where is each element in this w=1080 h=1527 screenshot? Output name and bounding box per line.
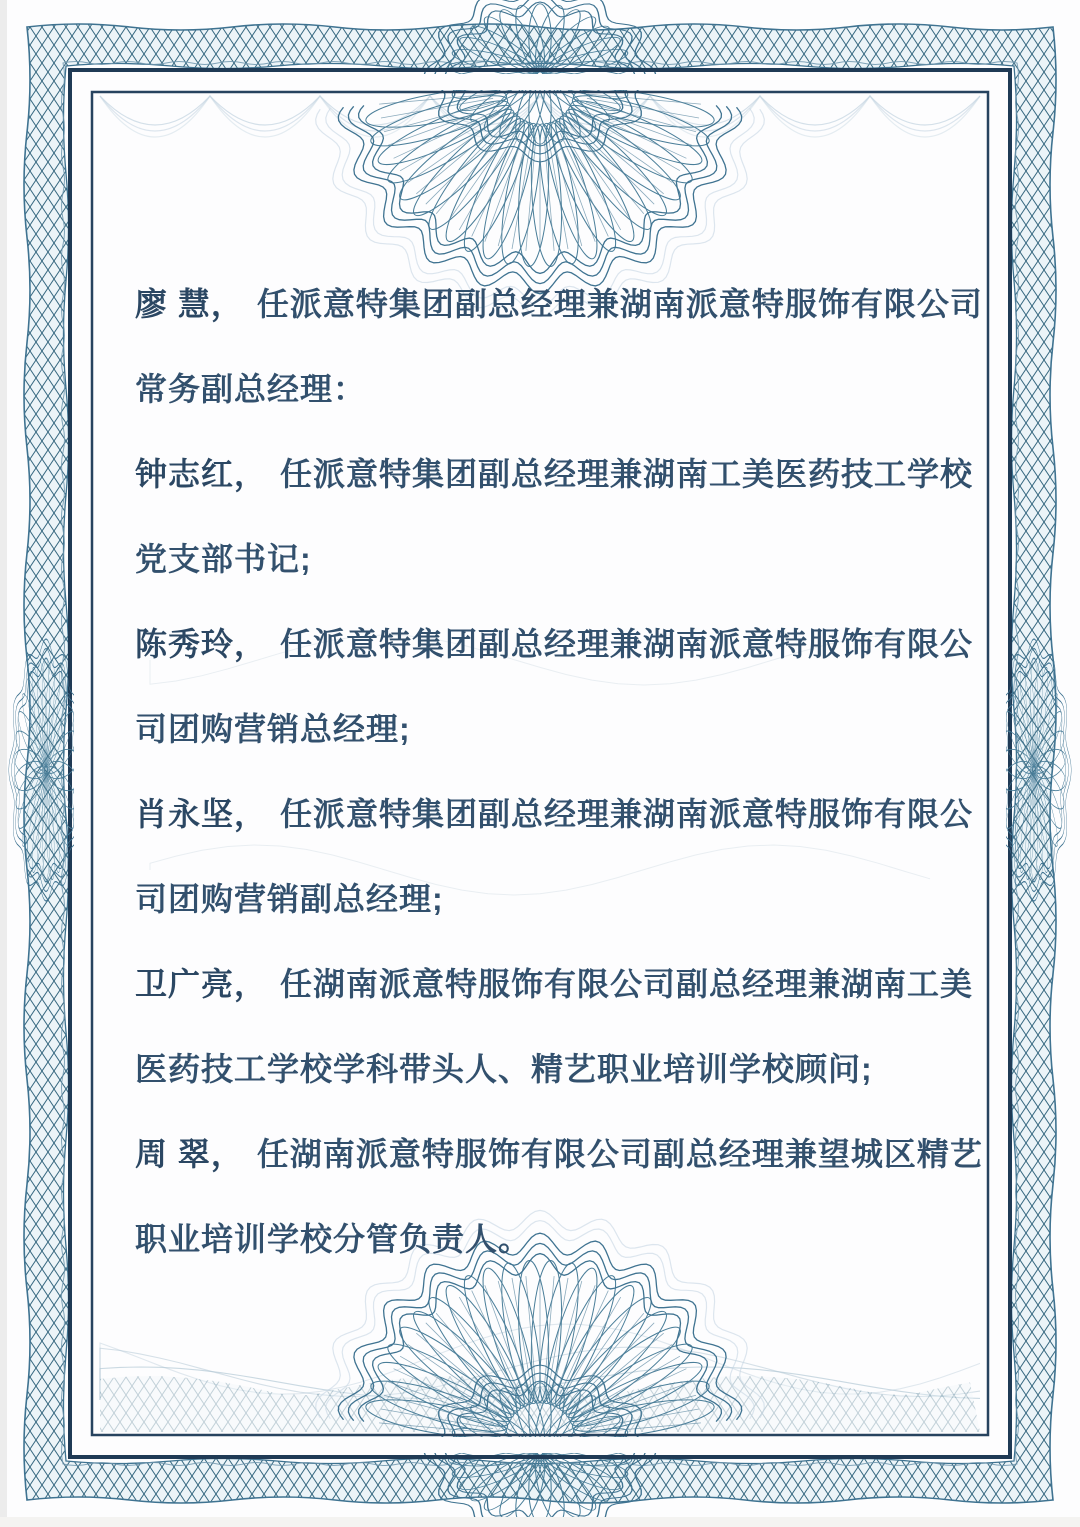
appointment-entry <box>135 602 975 772</box>
entry-line <box>135 687 975 772</box>
entry-text: 司团购营销总经理; <box>135 711 411 747</box>
entry-text: 任派意特集团副总经理兼湖南派意特服饰有限公司 <box>256 286 983 322</box>
scan-edge-shadow <box>0 0 7 1527</box>
entry-text: 任湖南派意特服饰有限公司副总经理兼湖南工美 <box>280 966 974 1002</box>
document-body <box>135 262 983 1282</box>
person-name: 廖 慧， <box>135 286 244 322</box>
entry-line <box>135 347 975 432</box>
person-name: 周 翠， <box>135 1136 244 1172</box>
entry-line <box>135 1197 975 1282</box>
person-name: 卫广亮， <box>135 966 268 1002</box>
appointment-entry <box>135 772 975 942</box>
person-name: 肖永坚， <box>135 796 268 832</box>
entry-line <box>135 1027 975 1112</box>
person-name: 钟志红， <box>135 456 268 492</box>
entry-text: 任湖南派意特服饰有限公司副总经理兼望城区精艺 <box>256 1136 983 1172</box>
entry-line <box>135 942 975 1027</box>
entry-text: 医药技工学校学科带头人、精艺职业培训学校顾问; <box>135 1051 873 1087</box>
entry-line <box>135 602 975 687</box>
entry-line <box>135 1112 983 1197</box>
appointment-entry <box>135 1112 983 1282</box>
appointment-entry <box>135 262 983 432</box>
entry-line <box>135 517 975 602</box>
person-name: 陈秀玲， <box>135 626 268 662</box>
entry-text: 党支部书记; <box>135 541 312 577</box>
appointment-entry <box>135 942 975 1112</box>
entry-text: 常务副总经理： <box>135 371 367 407</box>
entry-text: 任派意特集团副总经理兼湖南派意特服饰有限公 <box>280 796 974 832</box>
entry-line <box>135 772 975 857</box>
appointment-entry <box>135 432 975 602</box>
entry-text: 任派意特集团副总经理兼湖南派意特服饰有限公 <box>280 626 974 662</box>
entry-line <box>135 262 983 347</box>
scan-edge-shadow <box>0 1517 1080 1527</box>
entry-text: 司团购营销副总经理; <box>135 881 444 917</box>
entry-line <box>135 432 975 517</box>
entry-text: 任派意特集团副总经理兼湖南工美医药技工学校 <box>280 456 974 492</box>
entry-text: 职业培训学校分管负责人。 <box>135 1221 532 1257</box>
entry-line <box>135 857 975 942</box>
